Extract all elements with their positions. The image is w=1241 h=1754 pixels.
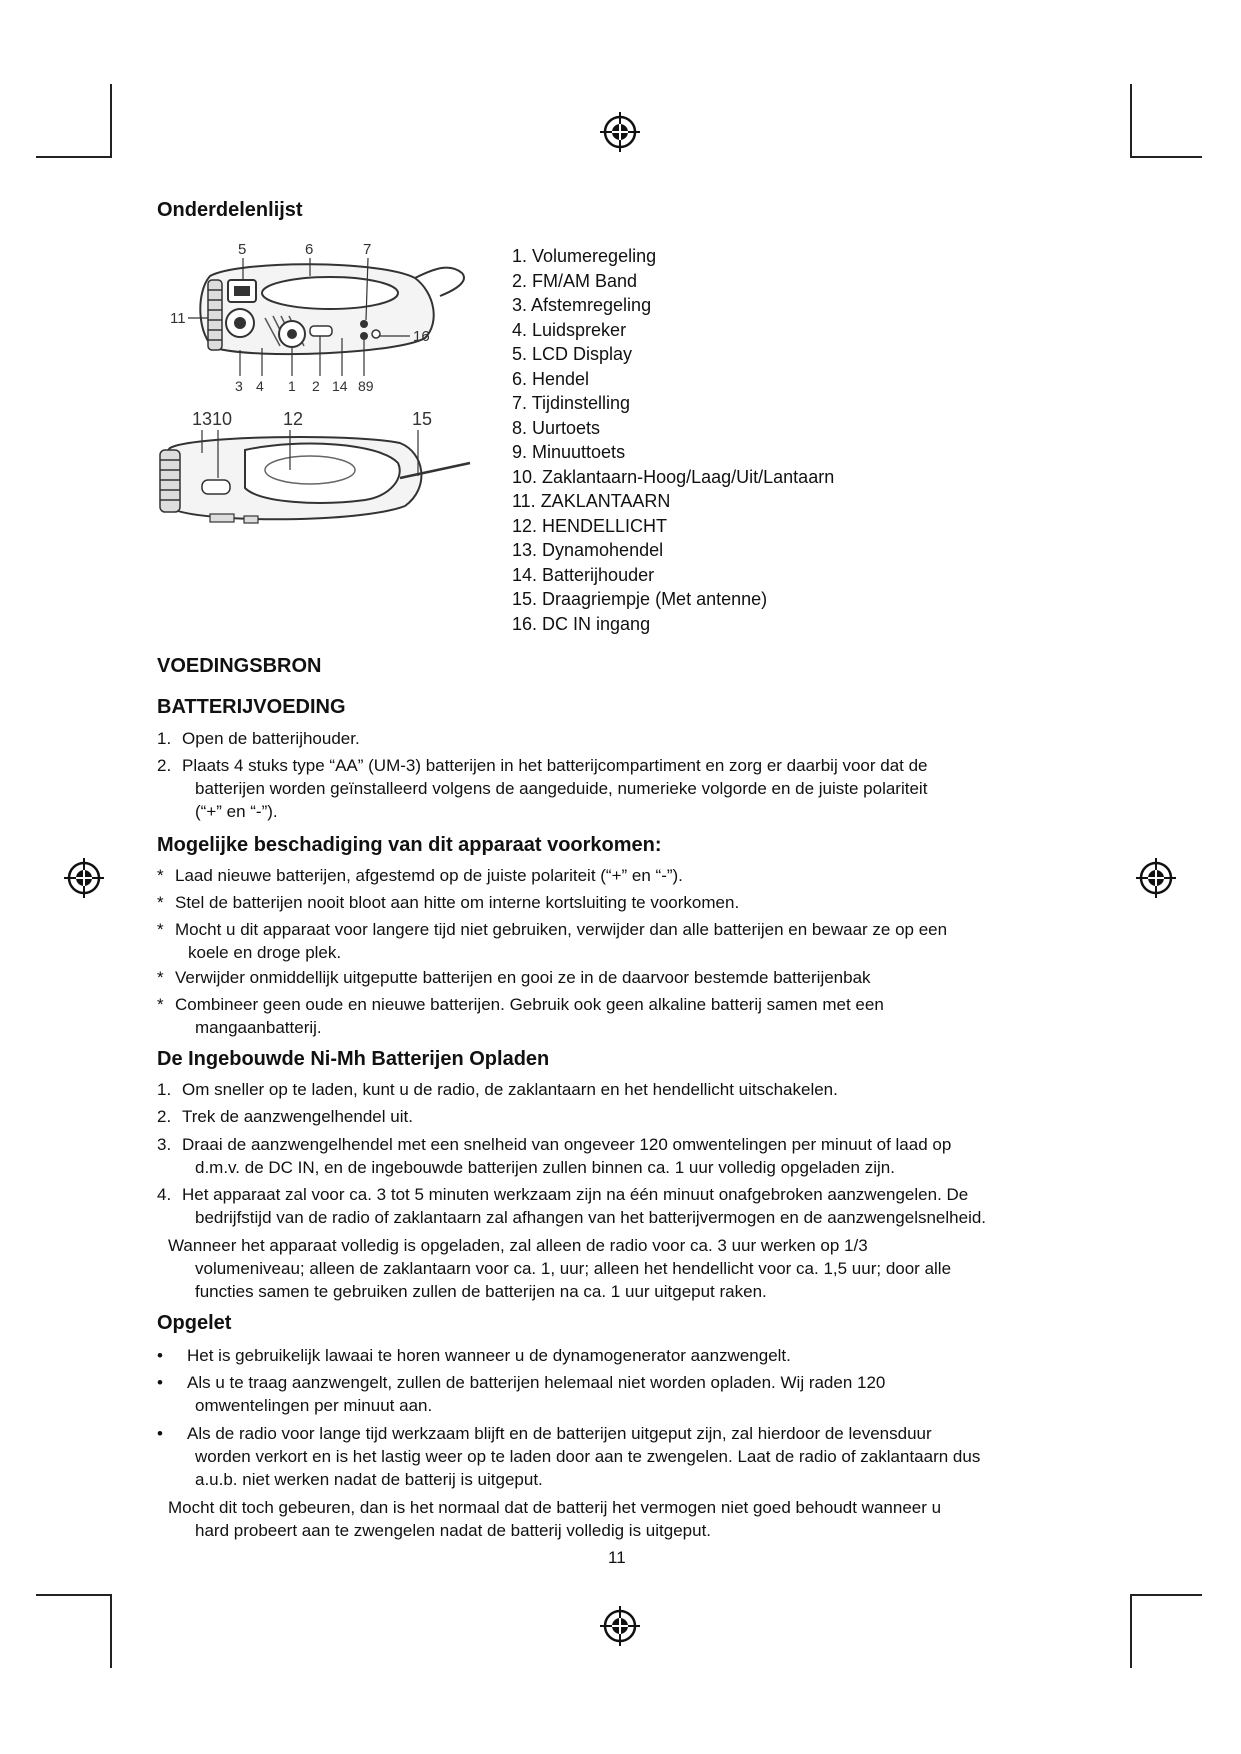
parts-list-item: 13. Dynamohendel bbox=[512, 540, 664, 560]
crop-mark-bl-v bbox=[110, 1594, 112, 1668]
radio-illustration-icon bbox=[150, 238, 480, 550]
svg-text:11: 11 bbox=[170, 310, 186, 327]
parts-list-item: 6. Hendel bbox=[512, 368, 590, 389]
list-marker: 2. bbox=[157, 756, 172, 775]
crop-mark-bl-h bbox=[36, 1594, 112, 1596]
list-marker: • bbox=[157, 1424, 163, 1443]
svg-text:2: 2 bbox=[312, 378, 320, 394]
list-text-continued: (“+” en “-”). bbox=[195, 802, 278, 821]
list-item bbox=[157, 891, 739, 914]
list-text-continued: d.m.v. de DC IN, en de ingebouwde batterijen zullen binnen ca. 1 uur volledig opgeladen zijn. bbox=[195, 1158, 895, 1177]
page-number: 11 bbox=[608, 1548, 626, 1567]
caution-section-title: Opgelet bbox=[157, 1312, 232, 1334]
list-marker: 3. bbox=[157, 1135, 172, 1154]
parts-list-item: 14. Batterijhouder bbox=[512, 564, 655, 585]
list-text: Stel de batterijen nooit bloot aan hitte om interne kortsluiting te voorkomen. bbox=[175, 893, 740, 912]
parts-list-item: 11. ZAKLANTAARN bbox=[512, 491, 671, 511]
list-text: Trek de aanzwengelhendel uit. bbox=[182, 1107, 413, 1126]
parts-list-item: 9. Minuuttoets bbox=[512, 442, 626, 462]
svg-text:7: 7 bbox=[363, 241, 372, 258]
list-item bbox=[157, 1422, 980, 1491]
list-item bbox=[157, 1078, 838, 1101]
registration-mark-icon bbox=[1134, 856, 1178, 900]
list-item bbox=[157, 993, 884, 1039]
svg-text:1: 1 bbox=[288, 378, 296, 394]
svg-text:16: 16 bbox=[413, 328, 430, 345]
list-marker: • bbox=[157, 1346, 163, 1365]
list-text: Plaats 4 stuks type “AA” (UM-3) batterijen in het batterijcompartiment en zorg er daarbij voor dat de bbox=[182, 756, 928, 775]
charging-note bbox=[168, 1234, 951, 1303]
parts-list-item: 7. Tijdinstelling bbox=[512, 393, 631, 413]
list-item bbox=[157, 1105, 413, 1128]
parts-list-title: Onderdelenlijst bbox=[157, 199, 303, 221]
note-text-continued: hard probeert aan te zwengelen nadat de batterij volledig is uitgeput. bbox=[195, 1521, 712, 1540]
list-text-continued: koele en droge plek. bbox=[188, 943, 342, 962]
svg-text:15: 15 bbox=[412, 409, 433, 429]
parts-list bbox=[512, 244, 834, 636]
list-text: Laad nieuwe batterijen, afgestemd op de juiste polariteit (“+” en “-”). bbox=[175, 866, 683, 885]
svg-text:6: 6 bbox=[305, 241, 314, 258]
list-text-continued: a.u.b. niet werken nadat de batterij is uitgeput. bbox=[195, 1470, 543, 1489]
crop-mark-tr-v bbox=[1130, 84, 1132, 158]
list-text-continued: batterijen worden geïnstalleerd volgens de aangeduide, numerieke volgorde en de juiste polariteit bbox=[195, 779, 928, 798]
list-item bbox=[157, 1133, 951, 1179]
product-figure bbox=[150, 238, 480, 550]
list-text: Als de radio voor lange tijd werkzaam blijft en de batterijen uitgeput zijn, zal hierdoor de levensduur bbox=[187, 1424, 932, 1443]
parts-list-item: 4. Luidspreker bbox=[512, 319, 627, 340]
list-text-continued: bedrijfstijd van de radio of zaklantaarn zal afhangen van het batterijvermogen en de aanzwengelsnelheid. bbox=[195, 1208, 987, 1227]
note-text-continued: functies samen te gebruiken zullen de batterijen na ca. 1 uur uitgeput raken. bbox=[195, 1282, 767, 1301]
list-text: Het apparaat zal voor ca. 3 tot 5 minuten werkzaam zijn na één minuut onafgebroken aanzwengelen. De bbox=[182, 1185, 969, 1204]
note-text-continued: volumeniveau; alleen de zaklantaarn voor ca. 1, uur; alleen het hendellicht voor ca. 1,5 uur; door alle bbox=[195, 1259, 952, 1278]
svg-text:14: 14 bbox=[332, 378, 348, 394]
registration-mark-icon bbox=[598, 1604, 642, 1648]
crop-mark-br-h bbox=[1130, 1594, 1202, 1596]
list-marker: * bbox=[157, 866, 164, 885]
svg-text:4: 4 bbox=[256, 378, 264, 394]
list-item bbox=[157, 864, 683, 887]
battery-power-title: BATTERIJVOEDING bbox=[157, 696, 346, 718]
svg-text:5: 5 bbox=[238, 241, 247, 258]
list-marker: • bbox=[157, 1373, 163, 1392]
parts-list-item: 3. Afstemregeling bbox=[512, 295, 652, 315]
parts-list-item: 12. HENDELLICHT bbox=[512, 515, 668, 536]
list-marker: * bbox=[157, 968, 164, 987]
list-text-continued: omwentelingen per minuut aan. bbox=[195, 1396, 433, 1415]
svg-text:89: 89 bbox=[358, 378, 374, 394]
list-marker: 4. bbox=[157, 1185, 172, 1204]
parts-list-item: 15. Draagriempje (Met antenne) bbox=[512, 589, 768, 609]
list-item bbox=[157, 918, 947, 964]
list-item bbox=[157, 1344, 791, 1367]
note-text: Wanneer het apparaat volledig is opgeladen, zal alleen de radio voor ca. 3 uur werken op 1/3 bbox=[168, 1236, 868, 1255]
parts-list-item: 5. LCD Display bbox=[512, 344, 633, 364]
svg-text:1310: 1310 bbox=[192, 409, 233, 429]
list-text: Om sneller op te laden, kunt u de radio, de zaklantaarn en het hendellicht uitschakelen. bbox=[182, 1080, 838, 1099]
list-marker: * bbox=[157, 893, 164, 912]
power-section-title: VOEDINGSBRON bbox=[157, 655, 322, 677]
list-item bbox=[157, 754, 928, 823]
crop-mark-tr-h bbox=[1130, 156, 1202, 158]
list-text: Draai de aanzwengelhendel met een snelheid van ongeveer 120 omwentelingen per minuut of laad op bbox=[182, 1135, 952, 1154]
charging-section-title: De Ingebouwde Ni-Mh Batterijen Opladen bbox=[157, 1048, 550, 1070]
crop-mark-tl-h bbox=[36, 156, 112, 158]
caution-note bbox=[168, 1496, 941, 1542]
svg-text:12: 12 bbox=[283, 409, 304, 429]
list-text: Combineer geen oude en nieuwe batterijen. Gebruik ook geen alkaline batterij samen met een bbox=[175, 995, 884, 1014]
crop-mark-tl-v bbox=[110, 84, 112, 158]
list-text-continued: mangaanbatterij. bbox=[195, 1018, 322, 1037]
list-text: Mocht u dit apparaat voor langere tijd niet gebruiken, verwijder dan alle batterijen en bewaar ze op een bbox=[175, 920, 948, 939]
list-item bbox=[157, 1371, 885, 1417]
list-item bbox=[157, 1183, 986, 1229]
list-item bbox=[157, 966, 871, 989]
note-text: Mocht dit toch gebeuren, dan is het normaal dat de batterij het vermogen niet goed behoudt wanneer u bbox=[168, 1498, 942, 1517]
list-text: Open de batterijhouder. bbox=[182, 729, 360, 748]
damage-section-title: Mogelijke beschadiging van dit apparaat voorkomen: bbox=[157, 834, 662, 856]
list-text: Verwijder onmiddellijk uitgeputte batterijen en gooi ze in de daarvoor bestemde batterijenbak bbox=[175, 968, 871, 987]
parts-list-item: 16. DC IN ingang bbox=[512, 613, 651, 634]
list-marker: 1. bbox=[157, 1080, 172, 1099]
svg-text:3: 3 bbox=[235, 378, 243, 394]
registration-mark-icon bbox=[598, 110, 642, 154]
parts-list-item: 10. Zaklantaarn-Hoog/Laag/Uit/Lantaarn bbox=[512, 466, 835, 487]
list-text: Als u te traag aanzwengelt, zullen de batterijen helemaal niet worden opladen. Wij raden 120 bbox=[187, 1373, 886, 1392]
parts-list-item: 1. Volumeregeling bbox=[512, 246, 657, 266]
parts-list-item: 8. Uurtoets bbox=[512, 417, 601, 438]
list-marker: 1. bbox=[157, 729, 172, 748]
registration-mark-icon bbox=[62, 856, 106, 900]
list-marker: 2. bbox=[157, 1107, 172, 1126]
list-text: Het is gebruikelijk lawaai te horen wanneer u de dynamogenerator aanzwengelt. bbox=[187, 1346, 791, 1365]
list-marker: * bbox=[157, 995, 164, 1014]
parts-list-item: 2. FM/AM Band bbox=[512, 270, 638, 291]
list-item bbox=[157, 727, 360, 750]
list-marker: * bbox=[157, 920, 164, 939]
list-text-continued: worden verkort en is het lastig weer op te laden door aan te zwengelen. Laat de radio of zaklantaarn dus bbox=[195, 1447, 981, 1466]
crop-mark-br-v bbox=[1130, 1594, 1132, 1668]
